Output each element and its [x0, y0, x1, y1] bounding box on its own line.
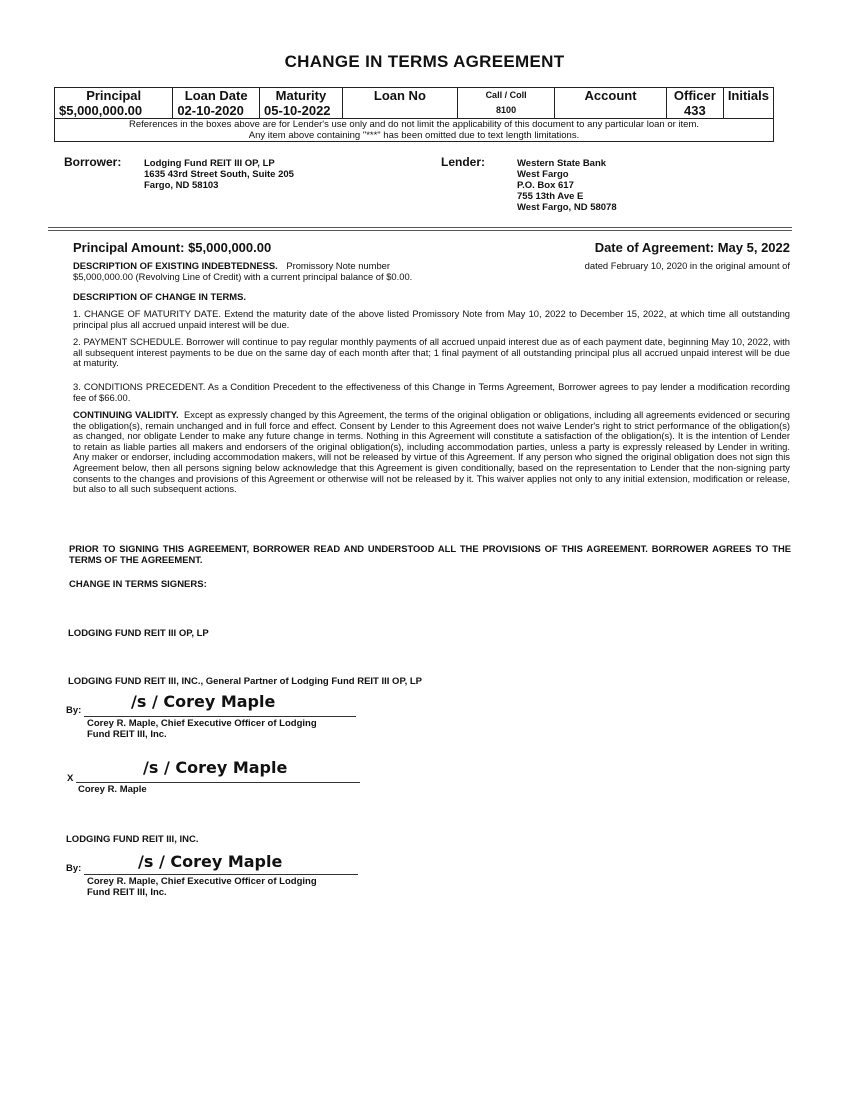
maturity-cell [260, 88, 343, 119]
x-label: X [67, 773, 74, 784]
officer-value: 433 [684, 103, 706, 118]
borrower-name: Lodging Fund REIT III OP, LP [144, 158, 275, 169]
signature-2-caption: Corey R. Maple [78, 784, 147, 795]
principal-amount: Principal Amount: $5,000,000.00 [73, 240, 272, 255]
existing-indebtedness [73, 261, 790, 283]
principal-label: Principal [86, 88, 142, 103]
references-line-1: References in the boxes above are for Lender's use only and do not limit the applicability of this document to any particular loan or item. [128, 119, 700, 130]
lender-line-4: 755 13th Ave E [517, 191, 584, 202]
borrower-address [144, 158, 294, 191]
lender-line-3: P.O. Box 617 [517, 180, 574, 191]
officer-cell [666, 88, 723, 119]
signer-entity-op-lp: LODGING FUND REIT III OP, LP [68, 628, 209, 639]
references-line-2: Any item above containing "***" has been omitted due to text length limitations. [248, 130, 580, 141]
signature-3: /s / Corey Maple [138, 852, 283, 871]
principal-cell [55, 88, 173, 119]
existing-indebtedness-text-2: dated February 10, 2020 in the original amount of [584, 260, 790, 271]
existing-indebtedness-heading: DESCRIPTION OF EXISTING INDEBTEDNESS. [73, 260, 278, 271]
continuing-validity [73, 410, 790, 495]
existing-indebtedness-text-3: $5,000,000.00 (Revolving Line of Credit) with a current principal balance of $0.00. [73, 271, 413, 282]
signature-1-caption-line-1: Corey R. Maple, Chief Executive Officer of Lodging [87, 718, 317, 729]
item-maturity-date: 1. CHANGE OF MATURITY DATE. Extend the maturity date of the above listed Promissory Note from May 10, 2022 to December 15, 2022, at which time all outstanding principal plus all accrued unpaid interest will be due. [73, 308, 790, 330]
existing-indebtedness-text-1: Promissory Note number [286, 260, 391, 271]
lender-name: Western State Bank [517, 158, 607, 169]
signature-3-caption-line-2: Fund REIT III, Inc. [87, 887, 167, 898]
document-title: CHANGE IN TERMS AGREEMENT [284, 52, 565, 71]
initials-cell [723, 88, 773, 119]
lender-line-2: West Fargo [517, 169, 569, 180]
date-of-agreement: Date of Agreement: May 5, 2022 [594, 240, 790, 255]
loan-date-value: 02-10-2020 [177, 103, 244, 118]
borrower-address-line-2: Fargo, ND 58103 [144, 180, 219, 191]
by-label-1: By: [66, 705, 82, 716]
loan-no-cell [342, 88, 457, 119]
signature-1-caption-line-2: Fund REIT III, Inc. [87, 729, 167, 740]
signature-line-3 [84, 874, 358, 875]
continuing-validity-heading: CONTINUING VALIDITY. [73, 409, 179, 420]
maturity-label: Maturity [275, 88, 327, 103]
account-label: Account [584, 88, 637, 103]
item-conditions-precedent: 3. CONDITIONS PRECEDENT. As a Condition Precedent to the effectiveness of this Change in Terms Agreement, Borrower agrees to pay lender a modification recording fee of $66.00. [73, 381, 790, 403]
divider-top [48, 227, 792, 228]
signature-1: /s / Corey Maple [131, 692, 276, 711]
signature-3-caption-line-1: Corey R. Maple, Chief Executive Officer of Lodging [87, 876, 317, 887]
prior-to-signing-notice: PRIOR TO SIGNING THIS AGREEMENT, BORROWER READ AND UNDERSTOOD ALL THE PROVISIONS OF THIS AGREEMENT. BORROWER AGREES TO THE TERMS OF THE AGREEMENT. [69, 543, 791, 565]
borrower-label: Borrower: [64, 155, 122, 169]
change-in-terms-heading: DESCRIPTION OF CHANGE IN TERMS. [73, 291, 246, 302]
by-label-2: By: [66, 863, 82, 874]
call-coll-cell [457, 88, 554, 119]
borrower-address-line-1: 1635 43rd Street South, Suite 205 [144, 169, 294, 180]
officer-label: Officer [673, 88, 716, 103]
initials-label: Initials [727, 88, 769, 103]
references-note [55, 119, 774, 142]
loan-header-table [54, 87, 774, 142]
divider-bottom [48, 230, 792, 231]
signature-line-1 [84, 716, 356, 717]
loan-date-label: Loan Date [184, 88, 248, 103]
signature-1-caption [87, 718, 317, 740]
loan-date-cell [173, 88, 260, 119]
lender-label: Lender: [441, 155, 486, 169]
signature-2: /s / Corey Maple [143, 758, 288, 777]
signature-line-2 [76, 782, 360, 783]
maturity-value: 05-10-2022 [264, 103, 331, 118]
principal-value: $5,000,000.00 [59, 103, 143, 118]
signer-entity-general-partner: LODGING FUND REIT III, INC., General Partner of Lodging Fund REIT III OP, LP [68, 676, 422, 687]
lender-line-5: West Fargo, ND 58078 [517, 202, 617, 213]
signer-entity-inc: LODGING FUND REIT III, INC. [66, 834, 199, 845]
account-cell [555, 88, 667, 119]
item-payment-schedule: 2. PAYMENT SCHEDULE. Borrower will continue to pay regular monthly payments of all accrued unpaid interest due as of each payment date, beginning May 10, 2022, with all subsequent interest payments to be due on the same day of each month after that; 1 final payment of all outstanding principal plus all accrued unpaid interest will be due at maturity. [73, 336, 790, 369]
signature-3-caption [87, 876, 317, 898]
loan-no-label: Loan No [373, 88, 426, 103]
lender-address [517, 158, 617, 213]
signers-heading: CHANGE IN TERMS SIGNERS: [69, 579, 207, 590]
call-coll-value: 8100 [496, 105, 517, 115]
call-coll-label: Call / Coll [485, 90, 527, 100]
continuing-validity-text: Except as expressly changed by this Agreement, the terms of the original obligation or obligations, including all agreements evidenced or securing the obligation(s), remain unchanged and in full force and effect. Consent by Lender to this Agreement does not waive Lender's right to strict performance of the obligation(s) as changed, nor obligate Lender to make any future change in terms. Nothing in this Agreement will constitute a satisfaction of the obligation(s). It is the intention of Lender to retain as liable parties all makers and endorsers of the original obligation(s), including accommodation parties, unless a party is expressly released by Lender in writing. Any maker or endorser, including accommodation makers, will not be released by virtue of this Agreement. If any person who signed the original obligation does not sign this Agreement below, then all persons signing below acknowledge that this Agreement is given conditionally, based on the representation to Lender that the non-signing party consents to the changes and provisions of this Agreement or otherwise will not be released by it. This waiver applies not only to any initial extension, modification or release, but also to all such subsequent actions. [73, 409, 790, 495]
